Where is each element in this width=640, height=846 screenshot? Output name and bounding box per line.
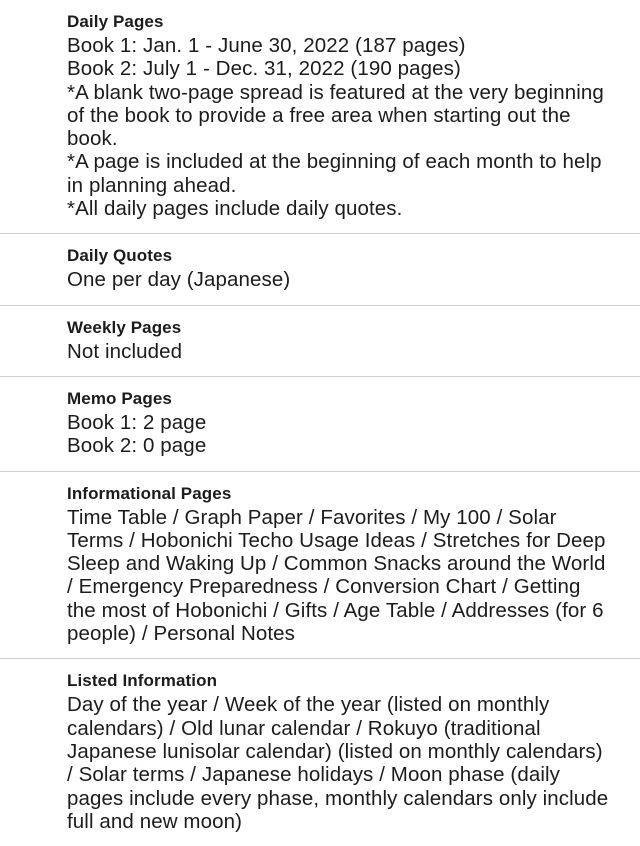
- section-memo-pages: [0, 377, 640, 472]
- section-listed-information: [0, 659, 640, 846]
- section-title: Informational Pages: [67, 483, 232, 503]
- section-title: Listed Information: [67, 671, 218, 691]
- section-value: One per day (Japanese): [67, 268, 291, 292]
- section-title: Memo Pages: [67, 388, 172, 408]
- section-weekly-pages: [0, 306, 640, 377]
- section-title: Daily Quotes: [67, 246, 173, 266]
- section-title: Weekly Pages: [67, 317, 182, 337]
- note-monthly-page: *A page is included at the beginning of each month to help in planning ahead.: [67, 150, 602, 197]
- section-value: Time Table / Graph Paper / Favorites / My 100 / Solar Terms / Hobonichi Techo Usage Ideas / Stretches for Deep Sleep and Waking Up / Common Snacks around the World / Emergency Preparedness / Conversion Chart / Getting the most of Hobonichi / Gifts / Age Table / Addresses (for 6 people) / Personal Notes: [67, 505, 606, 646]
- section-title: Daily Pages: [67, 12, 164, 31]
- book-1-range: Book 1: Jan. 1 - June 30, 2022 (187 pages): [67, 34, 466, 57]
- note-blank-spread: *A blank two-page spread is featured at the very beginning of the book to provide a free area when starting out the book.: [67, 80, 604, 151]
- section-value: Day of the year / Week of the year (listed on monthly calendars) / Old lunar calendar / Rokuyo (traditional Japanese lunisolar calendar) (listed on monthly calendars) / Solar terms / Japanese holidays / Moon phase (daily pages include every phase, monthly calendars only include full and new moon): [67, 693, 609, 833]
- section-daily-pages: [0, 0, 640, 234]
- section-informational-pages: [0, 472, 640, 660]
- book-1-memo: Book 1: 2 page: [67, 410, 207, 434]
- section-value: Not included: [67, 339, 183, 363]
- section-daily-quotes: [0, 234, 640, 305]
- note-daily-quotes: *All daily pages include daily quotes.: [67, 197, 403, 221]
- book-2-range: Book 2: July 1 - Dec. 31, 2022 (190 pages): [67, 57, 461, 81]
- book-2-memo: Book 2: 0 page: [67, 434, 207, 458]
